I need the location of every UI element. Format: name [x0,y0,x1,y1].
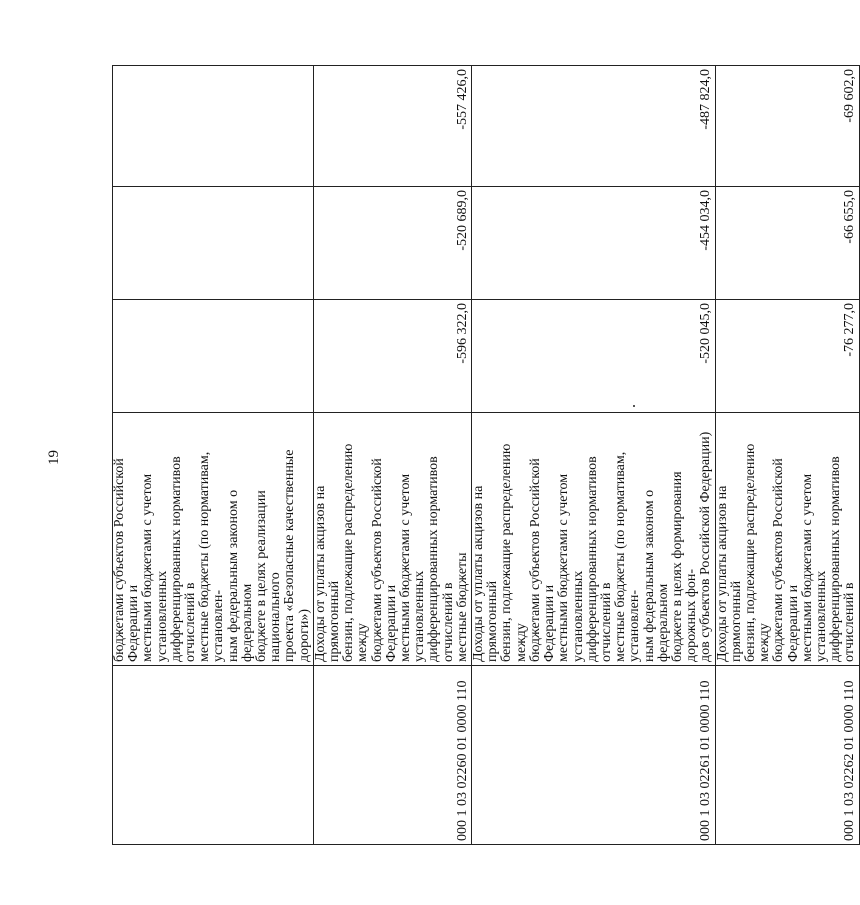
kbk-code-cell [113,666,314,845]
value-cell-2: -454 034,0 [472,187,715,300]
value-cell-3: -487 824,0 [472,66,715,187]
budget-table [112,65,860,845]
kbk-code-cell: 000 1 03 02260 01 0000 110 [313,666,471,845]
description-text: Доходы от уплаты акцизов на прямогонный бензин, подлежащие распределению между бюджетами субъектов Российской Федерации и местными бюджетами с учетом установленных дифференцированных нормативов отчислений в местные бюджеты (по нормативам, установлен- ным федеральным законом о федеральном бюджете в целях формирования дорожных фон- дов субъектов Российской Федерации) [471,431,714,662]
value-cell-1 [113,300,314,413]
table-row [313,66,471,845]
value-cell-2: -66 655,0 [715,187,859,300]
value-cell-1: -520 045,0 [472,300,715,413]
description-text: Доходы от уплаты акцизов на прямогонный бензин, подлежащие распределению между бюджетами субъектов Российской Федерации и местными бюджетами с учетом установленных дифференцированных нормативов отчислений в местные бюджеты [312,443,470,662]
description-text: Доходы от уплаты акцизов на прямогонный бензин, подлежащие распределению между бюджетами субъектов Российской Федерации и местными бюджетами с учетом установленных дифференцированных нормативов отчислений в [714,443,858,662]
scan-speck [633,405,635,407]
kbk-code-cell: 000 1 03 02262 01 0000 110 [715,666,859,845]
description-text: бюджетами субъектов Российской Федерации и местными бюджетами с учетом установленных дифференцированных нормативов отчислений в местные бюджеты (по нормативам, установлен- ным федеральным законом о федеральном бюджете в целях реализации национального проекта «Безопасные качественные дороги») [112,449,312,662]
description-cell [313,413,471,666]
kbk-code-cell: 000 1 03 02261 01 0000 110 [472,666,715,845]
description-cell [715,413,859,666]
value-cell-3: -69 602,0 [715,66,859,187]
table-row [113,66,314,845]
value-cell-1: -596 322,0 [313,300,471,413]
value-cell-2 [113,187,314,300]
value-cell-1: -76 277,0 [715,300,859,413]
value-cell-3 [113,66,314,187]
description-cell [472,413,715,666]
table-row [715,66,859,845]
value-cell-3: -557 426,0 [313,66,471,187]
table-row [472,66,715,845]
value-cell-2: -520 689,0 [313,187,471,300]
description-cell [113,413,314,666]
page-number: 19 [46,450,62,465]
